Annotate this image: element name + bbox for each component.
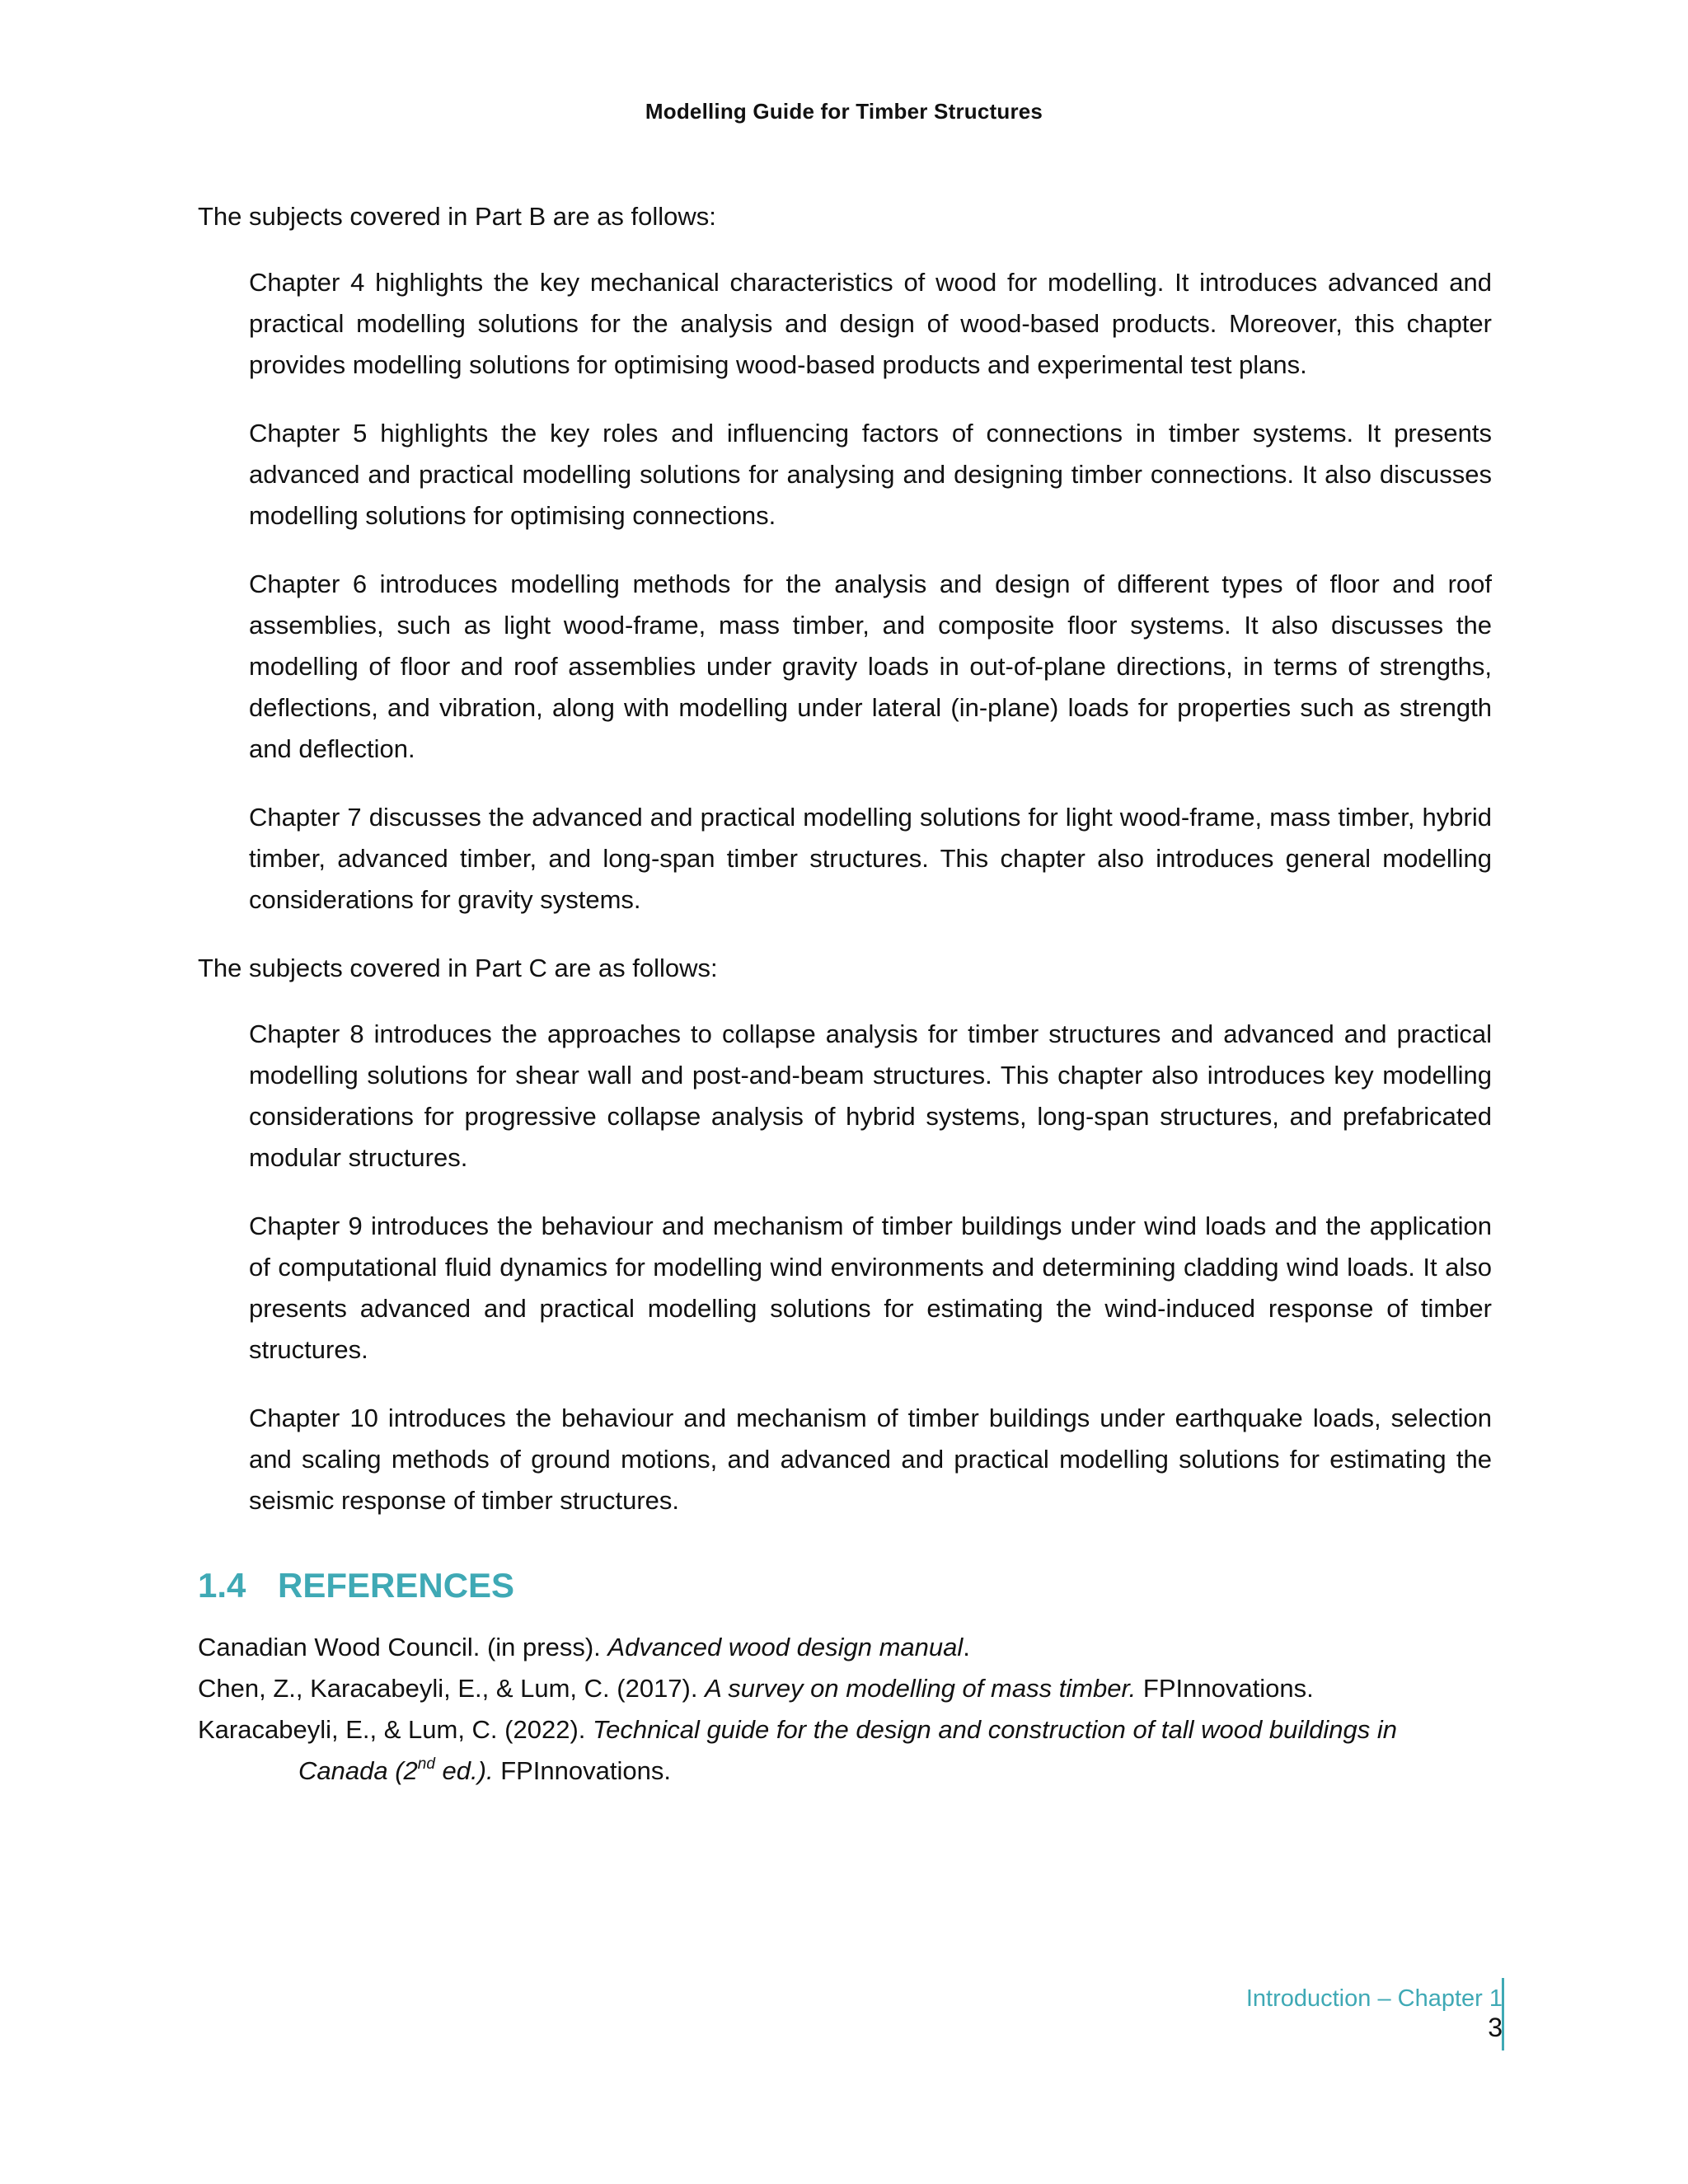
chapter-4-summary: Chapter 4 highlights the key mechanical characteristics of wood for modelling. It introduces advanced and practical modelling solutions for the analysis and design of wood-based products. Moreover, this chapter provides modelling solutions for optimising wood-based products and experimental test plans. (249, 268, 1492, 379)
section-number: 1.4 (198, 1566, 246, 1605)
reference-authors: Canadian Wood Council. (in press). (198, 1633, 608, 1661)
section-title: REFERENCES (278, 1566, 515, 1605)
page-footer (1246, 1985, 1503, 2042)
part-b-intro: The subjects covered in Part B are as follows: (198, 202, 716, 231)
reference-item (198, 1709, 1492, 1792)
footer-chapter-label: Introduction – Chapter 1 (1245, 1985, 1503, 2012)
reference-item (198, 1668, 1492, 1709)
chapter-7-summary: Chapter 7 discusses the advanced and practical modelling solutions for light wood-frame, mass timber, hybrid timber, advanced timber, and long-span timber structures. This chapter also introduces general modelling considerations for gravity systems. (249, 803, 1492, 914)
running-header: Modelling Guide for Timber Structures (645, 99, 1043, 124)
chapter-6-summary: Chapter 6 introduces modelling methods for the analysis and design of different types of floor and roof assemblies, such as light wood-frame, mass timber, and composite floor systems. It also discusses the modelling of floor and roof assemblies under gravity loads in out-of-plane directions, in terms of strengths, deflections, and vibration, along with modelling under lateral (in-plane) loads for properties such as strength and deflection. (249, 569, 1492, 763)
reference-title: A survey on modelling of mass timber. (705, 1674, 1137, 1703)
page-body (198, 196, 1492, 1792)
chapter-9-summary: Chapter 9 introduces the behaviour and mechanism of timber buildings under wind loads and the application of computational fluid dynamics for modelling wind environments and determining cladding wind loads. It also presents advanced and practical modelling solutions for estimating the wind-induced response of timber structures. (249, 1212, 1492, 1364)
page-number: 3 (1488, 2013, 1503, 2042)
part-c-intro: The subjects covered in Part C are as follows: (198, 954, 718, 982)
chapter-8-summary: Chapter 8 introduces the approaches to collapse analysis for timber structures and advanced and practical modelling solutions for shear wall and post-and-beam structures. This chapter also introduces key modelling considerations for progressive collapse analysis of hybrid systems, long-span structures, and prefabricated modular structures. (249, 1019, 1492, 1172)
reference-title-end: ed.). (434, 1756, 494, 1785)
reference-item (198, 1627, 1492, 1668)
reference-title-main: Technical guide for the design and construction of tall wood buildings in Canada (2 (298, 1715, 1397, 1785)
reference-publisher: FPInnovations. (493, 1756, 671, 1785)
reference-title: Advanced wood design manual (607, 1633, 964, 1661)
reference-authors: Chen, Z., Karacabeyli, E., & Lum, C. (2017). (198, 1674, 706, 1703)
references-heading (198, 1566, 1492, 1605)
chapter-5-summary: Chapter 5 highlights the key roles and influencing factors of connections in timber systems. It presents advanced and practical modelling solutions for analysing and designing timber connections. It also discusses modelling solutions for optimising connections. (249, 419, 1492, 530)
reference-authors: Karacabeyli, E., & Lum, C. (2022). (198, 1715, 593, 1744)
reference-publisher: FPInnovations. (1136, 1674, 1314, 1703)
reference-publisher: . (963, 1633, 970, 1661)
ordinal-superscript: nd (417, 1755, 435, 1773)
chapter-10-summary: Chapter 10 introduces the behaviour and mechanism of timber buildings under earthquake loads, selection and scaling methods of ground motions, and advanced and practical modelling solutions for estimating the seismic response of timber structures. (249, 1404, 1492, 1515)
